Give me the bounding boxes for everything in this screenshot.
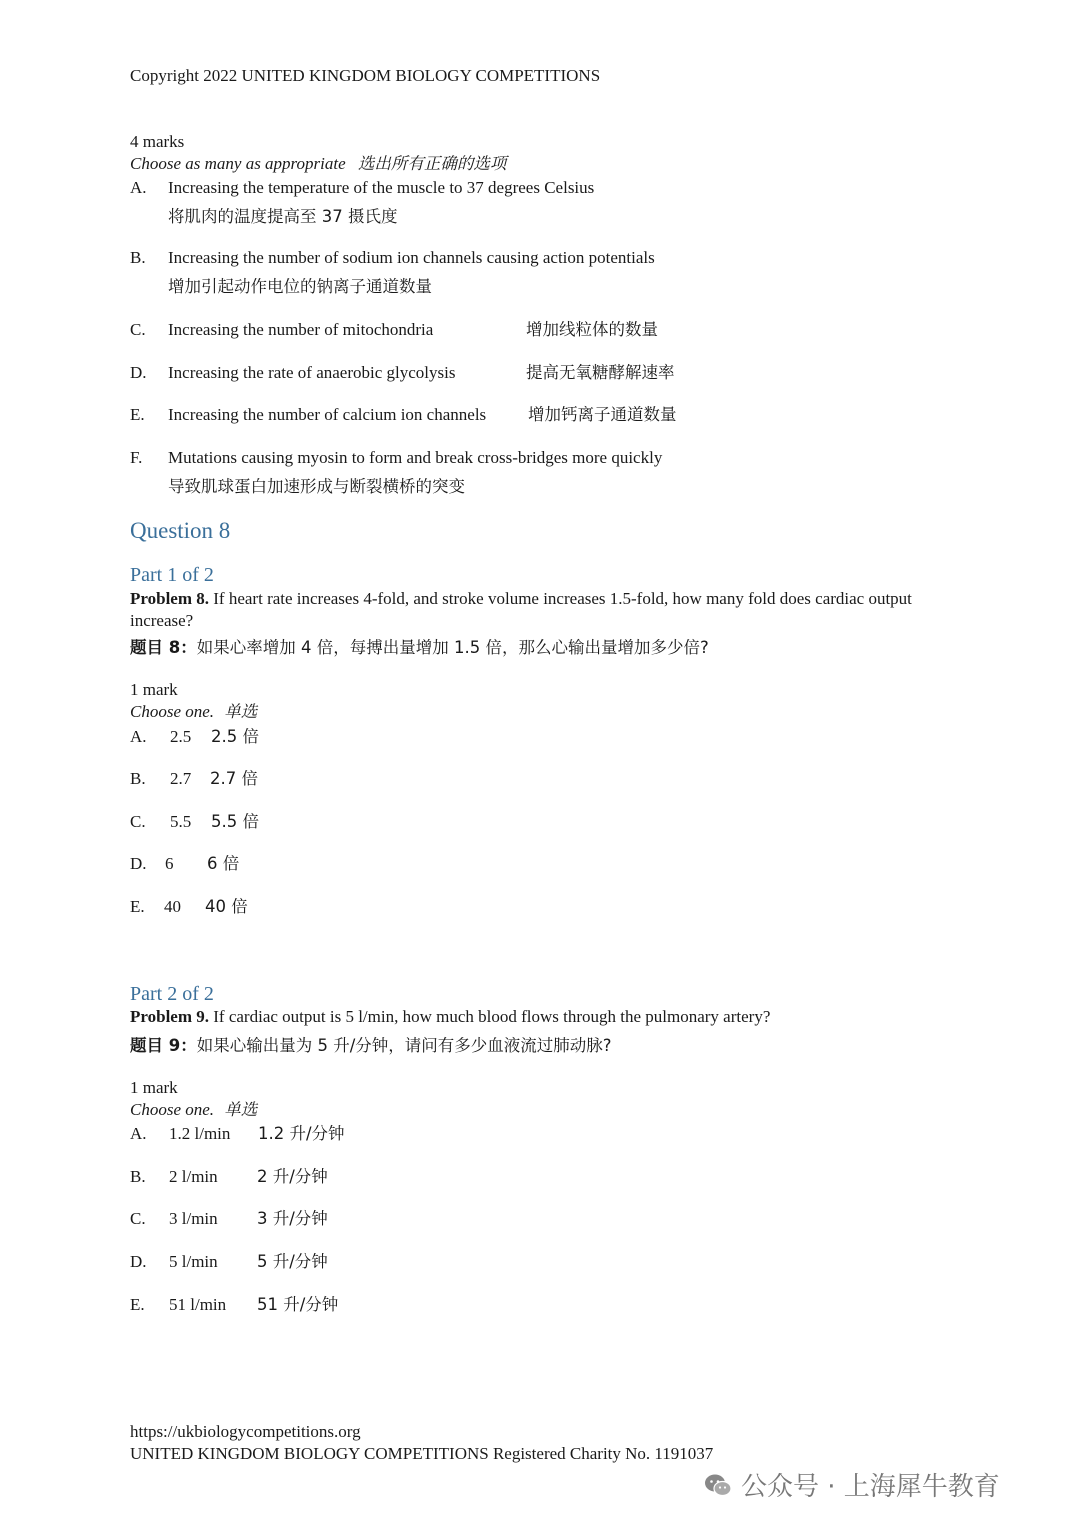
q7-marks: 4 marks [130, 132, 185, 151]
problem-9-zh [130, 1035, 612, 1057]
q7-instruction [130, 153, 506, 175]
part-2-label: Part 2 of 2 [130, 983, 214, 1005]
q7-option-b-zh: 增加引起动作电位的钠离子通道数量 [168, 277, 432, 296]
problem-9-question: If cardiac output is 5 l/min, how much blood flows through the pulmonary artery? [209, 1007, 771, 1026]
p8-option-e-text: 40 [164, 897, 181, 916]
problem-9-text [130, 1006, 770, 1028]
q7-option-b-text: Increasing the number of sodium ion channels causing action potentials [168, 248, 655, 267]
p9-option-b-letter: B. [130, 1167, 146, 1186]
p8-option-c-zh: 5.5 倍 [211, 812, 259, 831]
problem-9-zh-label: 题目 9： [130, 1036, 197, 1055]
p9-option-e-letter: E. [130, 1295, 145, 1314]
problem-8-text [130, 588, 930, 632]
p9-option-e-zh: 51 升/分钟 [257, 1295, 339, 1314]
problem-8-label: Problem 8. [130, 589, 210, 608]
part-2-instruction-en: Choose one. [130, 1100, 215, 1119]
q7-option-e-zh: 增加钙离子通道数量 [528, 405, 677, 424]
p9-option-b-zh: 2 升/分钟 [257, 1167, 328, 1186]
p8-option-d-text: 6 [165, 854, 174, 873]
q7-option-a-letter: A. [130, 178, 147, 197]
q7-option-e-letter: E. [130, 405, 145, 424]
part-1-instruction-en: Choose one. [130, 702, 215, 721]
part-1-label: Part 1 of 2 [130, 564, 214, 586]
part-1-instruction [130, 701, 257, 723]
p8-option-b-text: 2.7 [170, 769, 192, 788]
watermark [703, 1466, 1000, 1503]
q7-option-b-letter: B. [130, 248, 146, 267]
p9-option-a-letter: A. [130, 1124, 147, 1143]
watermark-text: 公众号 · 上海犀牛教育 [741, 1472, 1000, 1502]
q7-option-c-letter: C. [130, 320, 146, 339]
p8-option-c-text: 5.5 [170, 812, 192, 831]
p9-option-d-letter: D. [130, 1252, 147, 1271]
q7-option-d-zh: 提高无氧糖酵解速率 [526, 363, 675, 382]
p8-option-a-text: 2.5 [170, 727, 192, 746]
q7-option-d-text: Increasing the rate of anaerobic glycolysis [168, 363, 456, 382]
q7-option-d-letter: D. [130, 363, 147, 382]
p9-option-a-text: 1.2 l/min [169, 1124, 231, 1143]
p9-option-b-text: 2 l/min [169, 1167, 218, 1186]
problem-8-zh-question: 如果心率增加 4 倍，每搏出量增加 1.5 倍，那么心输出量增加多少倍? [196, 638, 709, 657]
p8-option-a-zh: 2.5 倍 [211, 727, 259, 746]
q7-option-f-zh: 导致肌球蛋白加速形成与断裂横桥的突变 [168, 477, 465, 496]
q7-option-c-text: Increasing the number of mitochondria [168, 320, 434, 339]
part-1-instruction-zh: 单选 [224, 702, 258, 721]
p9-option-c-zh: 3 升/分钟 [257, 1209, 328, 1228]
problem-9-zh-question: 如果心输出量为 5 升/分钟，请问有多少血液流过肺动脉? [196, 1036, 612, 1055]
q7-option-f-text: Mutations causing myosin to form and break cross-bridges more quickly [168, 448, 663, 467]
footer-charity: UNITED KINGDOM BIOLOGY COMPETITIONS Registered Charity No. 1191037 [130, 1444, 714, 1463]
q7-option-f-letter: F. [130, 448, 143, 467]
part-2-instruction [130, 1099, 257, 1121]
p8-option-c-letter: C. [130, 812, 146, 831]
part-2-marks: 1 mark [130, 1078, 178, 1097]
problem-9-label: Problem 9. [130, 1007, 210, 1026]
p9-option-a-zh: 1.2 升/分钟 [258, 1124, 345, 1143]
q7-option-a-zh: 将肌肉的温度提高至 37 摄氏度 [168, 207, 398, 226]
p9-option-d-text: 5 l/min [169, 1252, 218, 1271]
p8-option-b-zh: 2.7 倍 [210, 769, 258, 788]
p8-option-d-zh: 6 倍 [207, 854, 240, 873]
q7-option-e-text: Increasing the number of calcium ion channels [168, 405, 487, 424]
problem-8-zh-label: 题目 8： [130, 638, 197, 657]
question-8-title: Question 8 [130, 518, 231, 543]
footer-url[interactable]: https://ukbiologycompetitions.org [130, 1422, 361, 1441]
problem-8-zh [130, 637, 709, 659]
p9-option-c-letter: C. [130, 1209, 146, 1228]
p8-option-e-letter: E. [130, 897, 145, 916]
p8-option-d-letter: D. [130, 854, 147, 873]
p9-option-c-text: 3 l/min [169, 1209, 218, 1228]
q7-option-c-zh: 增加线粒体的数量 [526, 320, 658, 339]
p9-option-e-text: 51 l/min [169, 1295, 227, 1314]
p9-option-d-zh: 5 升/分钟 [257, 1252, 328, 1271]
part-2-instruction-zh: 单选 [224, 1100, 258, 1119]
q7-option-a-text: Increasing the temperature of the muscle to 37 degrees Celsius [168, 178, 595, 197]
q7-instruction-en: Choose as many as appropriate [130, 154, 346, 173]
q7-instruction-zh: 选出所有正确的选项 [357, 154, 507, 173]
part-1-marks: 1 mark [130, 680, 178, 699]
problem-8-question: If heart rate increases 4-fold, and stroke volume increases 1.5-fold, how many fold does cardiac output increase? [130, 589, 912, 630]
wechat-icon [703, 1470, 733, 1500]
p8-option-e-zh: 40 倍 [205, 897, 248, 916]
p8-option-b-letter: B. [130, 769, 146, 788]
header-copyright: Copyright 2022 UNITED KINGDOM BIOLOGY COMPETITIONS [130, 66, 601, 85]
p8-option-a-letter: A. [130, 727, 147, 746]
